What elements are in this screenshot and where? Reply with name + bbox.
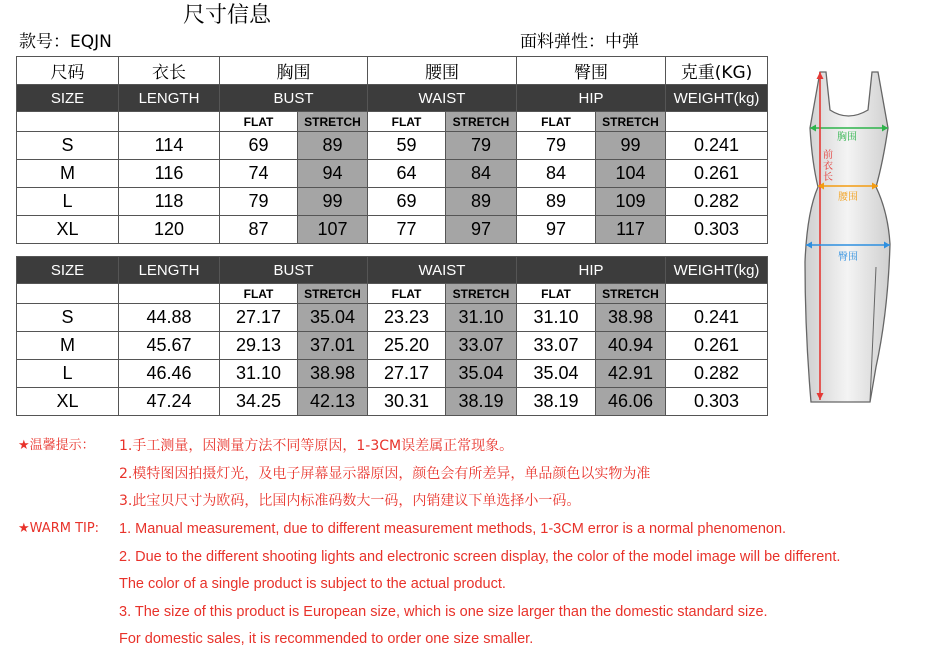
table-cell: 25.20 [368,332,446,360]
table-cell: 59 [368,132,446,160]
header-cn-weight: 克重(KG) [666,57,768,85]
subheader-row [17,284,768,304]
note-en-3: The color of a single product is subject to the actual product. [119,576,506,592]
table-cell: 99 [298,188,368,216]
header-row-en [17,257,768,284]
header-cn-size: 尺码 [17,57,119,85]
table-row [17,304,768,332]
table-cell: S [17,132,119,160]
subheader-cell: STRETCH [298,112,368,132]
table-cell: 33.07 [517,332,596,360]
table-cell: 38.19 [517,388,596,416]
table-cell: 45.67 [119,332,220,360]
header-waist: WAIST [368,85,517,112]
bust-label: 胸围 [837,132,857,143]
dress-outline [805,72,890,402]
header-bust: BUST [220,85,368,112]
table-cell: 104 [596,160,666,188]
dress-measurement-diagram [790,62,908,408]
header-hip: HIP [517,85,666,112]
table-cell: 35.04 [446,360,517,388]
table-cell: 77 [368,216,446,244]
note-en-2: 2. Due to the different shooting lights and electronic screen display, the color of the model image will be different. [119,549,841,565]
table-cell: 35.04 [298,304,368,332]
table-cell: 31.10 [517,304,596,332]
table-cell: 37.01 [298,332,368,360]
header-waist: WAIST [368,257,517,284]
table-cell: 30.31 [368,388,446,416]
page-title: 尺寸信息 [183,3,272,28]
header-size: SIZE [17,257,119,284]
header-row-cn [17,57,768,85]
note-cn-3: 3.此宝贝尺寸为欧码，比国内标准码数大一码，内销建议下单选择小一码。 [119,493,581,509]
length-label-3: 长 [823,172,833,183]
table-cell: 29.13 [220,332,298,360]
header-weight: WEIGHT(kg) [666,257,768,284]
header-cn-waist: 腰围 [368,57,517,85]
subheader-cell: FLAT [517,284,596,304]
header-length: LENGTH [119,257,220,284]
table-cell: 38.19 [446,388,517,416]
header-size: SIZE [17,85,119,112]
table-row [17,132,768,160]
table-cell: 79 [220,188,298,216]
table-cell: 0.261 [666,332,768,360]
table-cell: 35.04 [517,360,596,388]
table-cell: 33.07 [446,332,517,360]
header-length: LENGTH [119,85,220,112]
header-cn-bust: 胸围 [220,57,368,85]
subheader-cell: FLAT [220,112,298,132]
table-cell: 74 [220,160,298,188]
length-label-2: 衣 [823,161,833,172]
table-cell: 40.94 [596,332,666,360]
header-cn-length: 衣长 [119,57,220,85]
subheader-cell: STRETCH [446,112,517,132]
table-cell: 27.17 [220,304,298,332]
table-cell: XL [17,216,119,244]
subheader-cell: FLAT [517,112,596,132]
header-weight: WEIGHT(kg) [666,85,768,112]
table-cell: 69 [368,188,446,216]
table-cell: 0.282 [666,360,768,388]
table-cell: 84 [446,160,517,188]
table-cell: 0.303 [666,216,768,244]
table-cell: 38.98 [298,360,368,388]
table-cell: 114 [119,132,220,160]
table-cell: 46.46 [119,360,220,388]
table-cell: 47.24 [119,388,220,416]
table-cell: 107 [298,216,368,244]
table-cell: 0.261 [666,160,768,188]
table-cell: 23.23 [368,304,446,332]
hip-label: 臀围 [838,252,858,263]
table-row [17,160,768,188]
table-cell: 89 [298,132,368,160]
table-cell: 0.282 [666,188,768,216]
subheader-row [17,112,768,132]
table-cell: 87 [220,216,298,244]
header-bust: BUST [220,257,368,284]
notes-label-cn: ★温馨提示： [18,438,95,453]
table-cell: 46.06 [596,388,666,416]
waist-label: 腰围 [838,192,858,203]
header-hip: HIP [517,257,666,284]
header-row-en [17,85,768,112]
table-cell: 99 [596,132,666,160]
subheader-cell: STRETCH [298,284,368,304]
note-cn-1: 1.手工测量，因测量方法不同等原因，1-3CM误差属正常现象。 [119,438,514,454]
table-cell: L [17,188,119,216]
table-cell: XL [17,388,119,416]
subheader-cell: STRETCH [596,112,666,132]
table-cell: S [17,304,119,332]
table-cell: 42.91 [596,360,666,388]
table-cell: 31.10 [220,360,298,388]
subheader-cell: FLAT [220,284,298,304]
table-cell: 44.88 [119,304,220,332]
fabric-elasticity: 面料弹性：中弹 [520,32,639,52]
table-cell: 79 [517,132,596,160]
table-cell: 31.10 [446,304,517,332]
table-cell: 89 [517,188,596,216]
table-cell: 79 [446,132,517,160]
note-cn-2: 2.模特图因拍摄灯光，及电子屏幕显示器原因，颜色会有所差异，单品颜色以实物为准 [119,466,651,482]
table-cell: 97 [446,216,517,244]
notes-label-en: ★WARM TIP: [18,521,100,536]
table-cell: 94 [298,160,368,188]
table-cell: 27.17 [368,360,446,388]
table-cell: 0.303 [666,388,768,416]
table-cell: 97 [517,216,596,244]
table-cell: 109 [596,188,666,216]
table-cell: 64 [368,160,446,188]
subheader-cell: FLAT [368,284,446,304]
subheader-cell: STRETCH [596,284,666,304]
table-row [17,216,768,244]
size-table-cm [16,56,768,244]
note-en-5: For domestic sales, it is recommended to order one size smaller. [119,631,534,647]
subheader-cell: FLAT [368,112,446,132]
table-cell: 89 [446,188,517,216]
note-en-1: 1. Manual measurement, due to different measurement methods, 1-3CM error is a normal phenomenon. [119,521,787,537]
table-cell: 38.98 [596,304,666,332]
length-label-1: 前 [823,150,833,161]
table-cell: 84 [517,160,596,188]
table-row [17,332,768,360]
subheader-cell: STRETCH [446,284,517,304]
size-table-inch [16,256,768,416]
table-cell: 34.25 [220,388,298,416]
header-cn-hip: 臀围 [517,57,666,85]
table-cell: 118 [119,188,220,216]
table-cell: 120 [119,216,220,244]
style-number: 款号：EQJN [19,32,112,52]
table-cell: 0.241 [666,304,768,332]
table-cell: 117 [596,216,666,244]
table-row [17,188,768,216]
table-row [17,388,768,416]
table-cell: M [17,332,119,360]
table-cell: M [17,160,119,188]
table-cell: L [17,360,119,388]
table-cell: 0.241 [666,132,768,160]
table-cell: 42.13 [298,388,368,416]
table-cell: 69 [220,132,298,160]
note-en-4: 3. The size of this product is European size, which is one size larger than the domestic standard size. [119,604,768,620]
table-cell: 116 [119,160,220,188]
table-row [17,360,768,388]
